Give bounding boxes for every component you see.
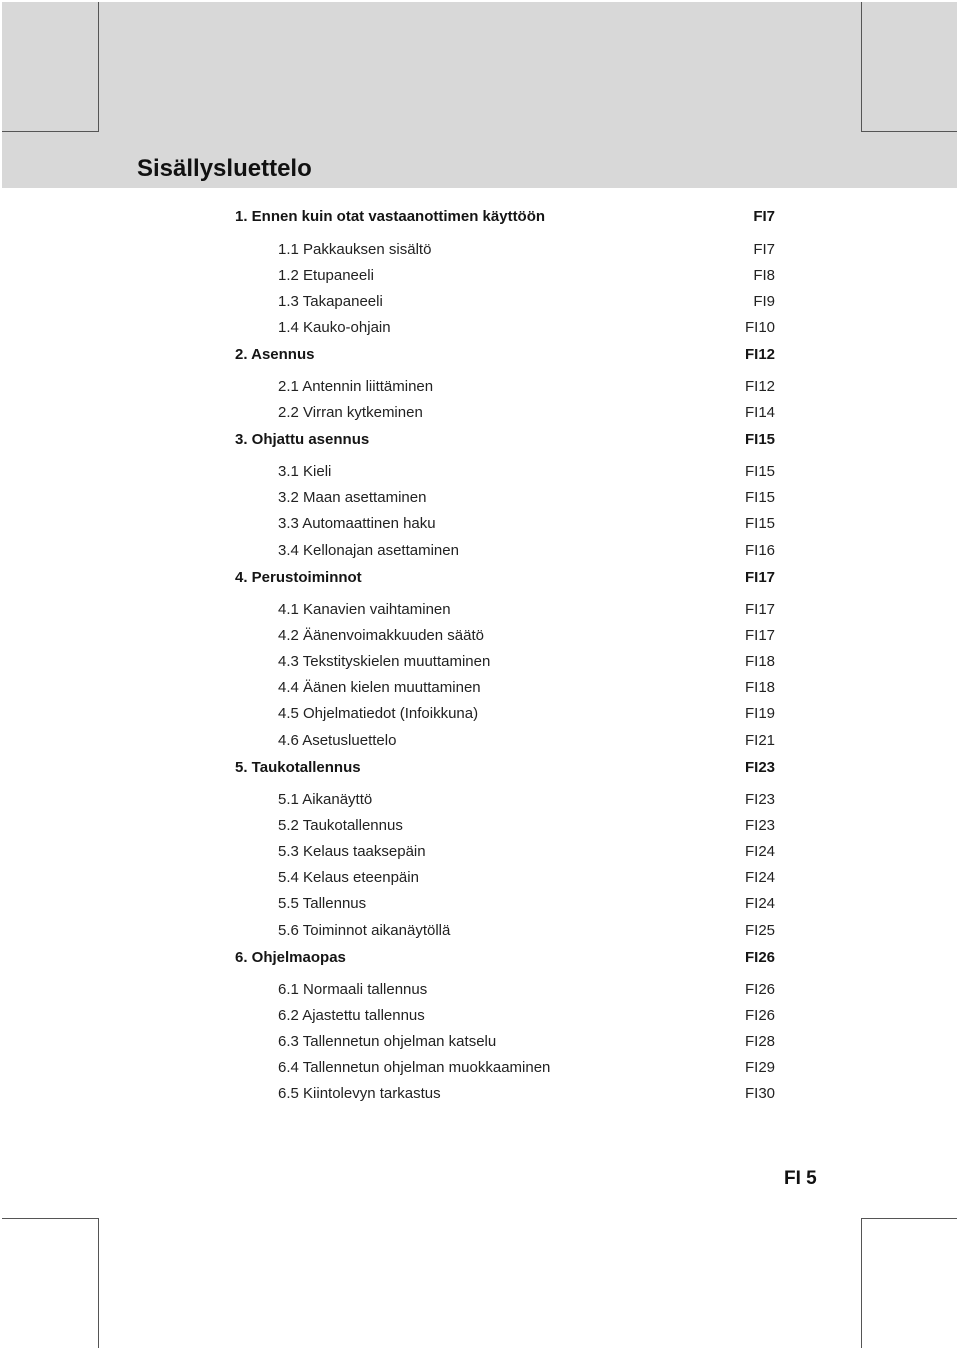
toc-section-row xyxy=(0,404,960,428)
toc-section-row xyxy=(0,705,960,729)
toc-section-label: 4.2 Äänenvoimakkuuden säätö xyxy=(278,627,484,644)
toc-section-row xyxy=(0,378,960,402)
toc-section-row xyxy=(0,1007,960,1031)
crop-mark-top-right-vertical xyxy=(861,2,862,132)
toc-section-row xyxy=(0,463,960,487)
toc-page-ref: FI23 xyxy=(744,759,775,776)
toc-chapter-row xyxy=(0,431,960,455)
toc-section-label: 3.2 Maan asettaminen xyxy=(278,489,427,506)
toc-chapter-row xyxy=(0,759,960,783)
toc-section-row xyxy=(0,601,960,625)
toc-section-row xyxy=(0,843,960,867)
toc-page-ref: FI25 xyxy=(744,922,775,939)
toc-page-ref: FI26 xyxy=(744,1007,775,1024)
toc-page-ref: FI30 xyxy=(744,1085,775,1102)
toc-section-row xyxy=(0,895,960,919)
crop-mark-bottom-right-vertical xyxy=(861,1218,862,1348)
toc-section-label: 1.2 Etupaneeli xyxy=(278,267,374,284)
page-title: Sisällysluettelo xyxy=(137,155,312,182)
toc-section-row xyxy=(0,542,960,566)
toc-chapter-label: 6. Ohjelmaopas xyxy=(235,949,346,966)
toc-section-label: 4.1 Kanavien vaihtaminen xyxy=(278,601,451,618)
toc-section-label: 1.4 Kauko-ohjain xyxy=(278,319,391,336)
toc-section-label: 4.5 Ohjelmatiedot (Infoikkuna) xyxy=(278,705,479,722)
toc-section-label: 5.3 Kelaus taaksepäin xyxy=(278,843,426,860)
toc-section-row xyxy=(0,653,960,677)
toc-section-row xyxy=(0,489,960,513)
toc-section-row xyxy=(0,267,960,291)
toc-chapter-row xyxy=(0,346,960,370)
toc-section-row xyxy=(0,732,960,756)
toc-section-label: 4.6 Asetusluettelo xyxy=(278,732,397,749)
toc-section-label: 1.1 Pakkauksen sisältö xyxy=(278,241,432,258)
toc-section-row xyxy=(0,1059,960,1083)
toc-section-row xyxy=(0,293,960,317)
toc-page-ref: FI23 xyxy=(744,791,775,808)
toc-section-row xyxy=(0,679,960,703)
toc-page-ref: FI18 xyxy=(744,679,775,696)
toc-page-ref: FI10 xyxy=(744,319,775,336)
toc-section-label: 3.4 Kellonajan asettaminen xyxy=(278,542,459,559)
toc-section-row xyxy=(0,515,960,539)
toc-section-label: 6.1 Normaali tallennus xyxy=(278,981,428,998)
toc-page-ref: FI15 xyxy=(744,489,775,506)
toc-section-label: 6.3 Tallennetun ohjelman katselu xyxy=(278,1033,497,1050)
toc-chapter-label: 3. Ohjattu asennus xyxy=(235,431,370,448)
toc-page-ref: FI7 xyxy=(753,241,775,258)
toc-page-ref: FI7 xyxy=(753,208,775,225)
toc-page-ref: FI17 xyxy=(744,601,775,618)
toc-section-label: 6.5 Kiintolevyn tarkastus xyxy=(278,1085,441,1102)
page-number: FI 5 xyxy=(784,1168,817,1189)
toc-page-ref: FI29 xyxy=(744,1059,775,1076)
crop-mark-bottom-right-horizontal xyxy=(861,1218,957,1219)
toc-page-ref: FI28 xyxy=(744,1033,775,1050)
toc-section-label: 2.1 Antennin liittäminen xyxy=(278,378,434,395)
toc-section-label: 5.6 Toiminnot aikanäytöllä xyxy=(278,922,451,939)
toc-chapter-row xyxy=(0,949,960,973)
toc-chapter-label: 5. Taukotallennus xyxy=(235,759,361,776)
toc-chapter-row xyxy=(0,208,960,232)
toc-page-ref: FI24 xyxy=(744,843,775,860)
toc-page-ref: FI19 xyxy=(744,705,775,722)
toc-section-row xyxy=(0,1033,960,1057)
toc-page-ref: FI17 xyxy=(744,569,775,586)
toc-section-label: 1.3 Takapaneeli xyxy=(278,293,383,310)
toc-chapter-label: 4. Perustoiminnot xyxy=(235,569,362,586)
toc-page-ref: FI26 xyxy=(744,949,775,966)
toc-page-ref: FI26 xyxy=(744,981,775,998)
toc-section-row xyxy=(0,1085,960,1109)
crop-mark-top-right-horizontal xyxy=(861,131,957,132)
toc-section-row xyxy=(0,241,960,265)
toc-section-label: 4.3 Tekstityskielen muuttaminen xyxy=(278,653,491,670)
toc-page-ref: FI24 xyxy=(744,895,775,912)
toc-page-ref: FI15 xyxy=(744,431,775,448)
toc-page-ref: FI15 xyxy=(744,515,775,532)
toc-section-row xyxy=(0,791,960,815)
toc-section-row xyxy=(0,869,960,893)
toc-page-ref: FI12 xyxy=(744,346,775,363)
toc-page-ref: FI15 xyxy=(744,463,775,480)
toc-section-label: 4.4 Äänen kielen muuttaminen xyxy=(278,679,481,696)
toc-section-row xyxy=(0,817,960,841)
toc-page-ref: FI16 xyxy=(744,542,775,559)
toc-page-ref: FI9 xyxy=(753,293,775,310)
toc-section-label: 5.4 Kelaus eteenpäin xyxy=(278,869,419,886)
toc-chapter-label: 1. Ennen kuin otat vastaanottimen käyttöön xyxy=(235,208,546,225)
toc-section-row xyxy=(0,319,960,343)
toc-section-label: 3.3 Automaattinen haku xyxy=(278,515,436,532)
toc-chapter-row xyxy=(0,569,960,593)
toc-section-row xyxy=(0,627,960,651)
toc-page-ref: FI23 xyxy=(744,817,775,834)
toc-section-label: 6.2 Ajastettu tallennus xyxy=(278,1007,425,1024)
toc-chapter-label: 2. Asennus xyxy=(235,346,315,363)
crop-mark-bottom-left-vertical xyxy=(98,1218,99,1348)
toc-section-row xyxy=(0,981,960,1005)
toc-page-ref: FI18 xyxy=(744,653,775,670)
toc-section-label: 3.1 Kieli xyxy=(278,463,332,480)
toc-section-label: 5.1 Aikanäyttö xyxy=(278,791,373,808)
toc-page-ref: FI17 xyxy=(744,627,775,644)
toc-section-label: 5.5 Tallennus xyxy=(278,895,367,912)
crop-mark-top-left-vertical xyxy=(98,2,99,132)
toc-page-ref: FI12 xyxy=(744,378,775,395)
toc-page-ref: FI24 xyxy=(744,869,775,886)
toc-section-label: 5.2 Taukotallennus xyxy=(278,817,403,834)
toc-page-ref: FI21 xyxy=(744,732,775,749)
crop-mark-bottom-left-horizontal xyxy=(2,1218,99,1219)
toc-section-label: 2.2 Virran kytkeminen xyxy=(278,404,423,421)
toc-page-ref: FI14 xyxy=(744,404,775,421)
crop-mark-top-left-horizontal xyxy=(2,131,99,132)
toc-page-ref: FI8 xyxy=(753,267,775,284)
toc-section-row xyxy=(0,922,960,946)
toc-section-label: 6.4 Tallennetun ohjelman muokkaaminen xyxy=(278,1059,551,1076)
